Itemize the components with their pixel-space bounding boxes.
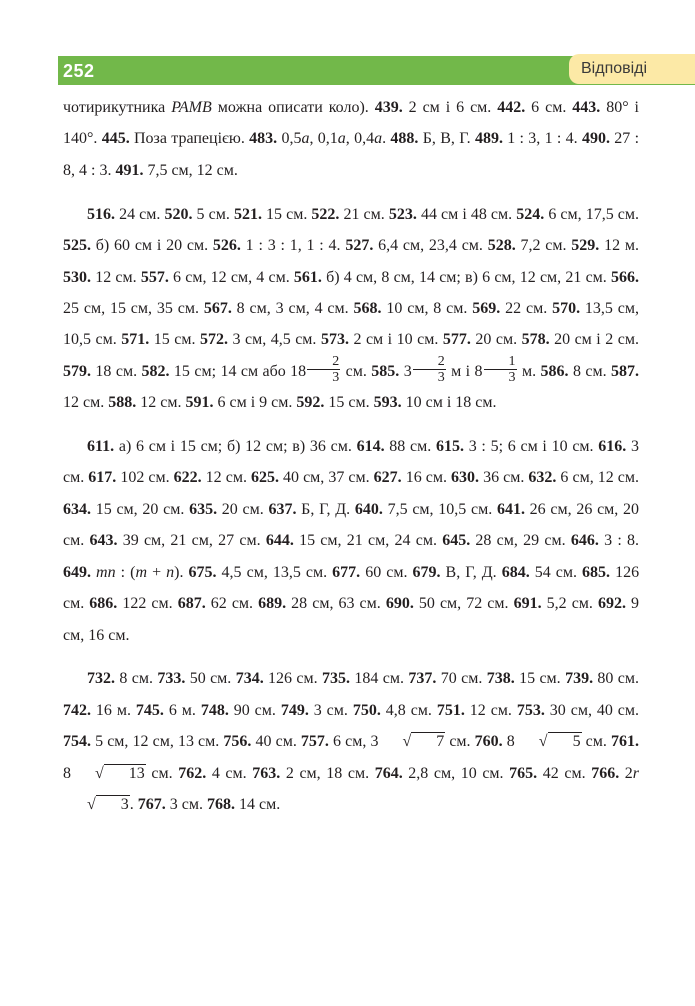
problem-number: 734. [235,670,264,688]
problem-number: 643. [89,532,118,550]
answer-text: 15 см; 14 см або 18 [169,362,307,380]
math-variable: n [166,563,175,581]
problem-number: 611. [87,438,115,456]
problem-number: 692. [597,595,626,613]
problem-number: 641. [496,500,525,518]
answer-text: 7,2 см. [515,237,572,255]
answer-text: 6 см, 12 см. [556,469,640,487]
answer-text: 6 м. [163,701,201,719]
answer-text: 7,5 см, 12 см. [143,161,238,179]
answer-text: б) 4 см, 8 см, 14 см; в) 6 см, 12 см, 21 см. [321,268,612,286]
answer-text: : ( [115,563,136,581]
problem-number: 634. [63,500,91,518]
answer-text: 6 см, 3 [328,733,379,751]
answer-text: 13,5 см, 10,5 см. [63,299,640,349]
answer-text: 102 см. [116,469,174,487]
fraction-numerator: 1 [484,354,517,370]
answer-text: 12 м. [599,237,639,255]
problem-number: 686. [89,595,118,613]
answer-text: 3 см, 4,5 см. [227,331,321,349]
answer-text: 88 см. [384,438,436,456]
answer-text: 7,5 см, 10,5 см. [382,500,497,518]
answer-text: 28 см, 63 см. [286,595,386,613]
problem-number: 749. [280,701,309,719]
answer-text: 6 см і 9 см. [213,394,297,412]
answer-text: 12 см. [63,394,109,412]
answer-text: 8 см, 3 см, 4 см. [231,299,354,317]
answer-text: 54 см. [529,563,583,581]
problem-number: 593. [373,394,402,412]
answer-text: 126 см. [63,563,640,613]
problem-number: 577. [442,331,471,349]
fraction-denominator: 3 [332,369,340,385]
answer-text: 12 см. [464,701,517,719]
answer-text: 70 см. [436,670,487,688]
fraction-numerator: 2 [413,354,446,370]
page-number: 252 [63,61,95,81]
problem-number: 569. [472,299,501,317]
answer-text: 2 см і 6 см. [402,99,498,116]
problem-number: 763. [252,764,281,782]
answer-text: Б, Г, Д. [296,500,355,518]
problem-number: 762. [178,764,207,782]
radical-sign-icon: √ [87,796,96,814]
answer-text: 14 см. [235,796,281,814]
problem-number: 439. [374,99,403,116]
answer-paragraph [63,431,639,651]
answer-text: 8 см. [115,670,158,688]
fraction [484,354,517,385]
math-variable: PAMB [171,99,212,116]
answer-text: 2 [619,764,633,782]
problem-number: 677. [332,563,361,581]
answer-text: 15 см. [261,205,312,223]
problem-number: 764. [374,764,403,782]
answer-text: 6 см, 12 см, 4 см. [168,268,294,286]
answer-text: 20 см. [470,331,522,349]
problem-number: 568. [353,299,382,317]
answer-text: 2,8 см, 10 см. [402,764,510,782]
problem-number: 691. [513,595,542,613]
problem-number: 571. [121,331,150,349]
problem-number: 761. [611,733,639,751]
answer-text: м і 8 [446,362,483,380]
square-root [378,733,445,750]
answer-text: 16 см. [401,469,452,487]
problem-number: 742. [63,701,91,719]
problem-number: 690. [385,595,414,613]
radical-sign-icon: √ [402,733,412,751]
problem-number: 754. [63,733,91,751]
answer-paragraph [63,663,639,820]
answer-text: 8 [63,764,71,782]
section-tab: Відповіді [569,54,695,84]
problem-number: 585. [371,362,400,380]
problem-number: 528. [487,237,516,255]
fraction-denominator: 3 [508,369,516,385]
math-variable: a [301,130,310,148]
answer-text: м. [517,362,541,380]
problem-number: 442. [497,99,526,116]
answer-text: 0,5 [277,130,302,148]
answer-text: 27 : 8, 4 : 3. [63,130,640,179]
problem-number: 530. [63,268,91,286]
problem-number: 614. [356,438,385,456]
answer-text: можна описати коло). [211,99,375,116]
problem-number: 524. [516,205,545,223]
problem-number: 625. [251,469,279,487]
problem-number: 578. [521,331,550,349]
answer-text: 5 см. [192,205,234,223]
problem-number: 522. [311,205,340,223]
answer-text: 28 см, 29 см. [470,532,571,550]
answer-text: 4 см. [206,764,253,782]
answer-text: 90 см. [228,701,281,719]
answer-text: см. [145,764,179,782]
answer-text: 15 см, 20 см. [91,500,190,518]
answer-text: 39 см, 21 см, 27 см. [117,532,266,550]
answer-paragraph [63,199,639,419]
answer-text: 5,2 см. [541,595,598,613]
answer-text: 44 см і 48 см. [416,205,517,223]
answer-text: см. [341,362,372,380]
answer-text: 126 см. [263,670,323,688]
problem-number: 445. [101,130,130,148]
problem-number: 687. [177,595,206,613]
problem-number: 526. [212,237,241,255]
problem-number: 689. [258,595,287,613]
problem-number: 630. [451,469,480,487]
answer-text: Б, В, Г. [418,130,475,148]
problem-number: 622. [173,469,202,487]
answer-text: 20 см. [217,500,269,518]
answer-text: 184 см. [350,670,409,688]
answer-paragraph [63,92,639,186]
answer-text: 26 см, 26 см, 20 см. [63,500,640,550]
answer-text: 6,4 см, 23,4 см. [373,237,488,255]
problem-number: 582. [141,362,170,380]
problem-number: 732. [87,670,115,688]
answer-text: 15 см, 21 см, 24 см. [293,532,443,550]
problem-number: 675. [188,563,217,581]
answer-text: 16 м. [91,701,136,719]
answer-text: 12 см. [201,469,251,487]
problem-number: 489. [474,130,503,148]
problem-number: 490. [581,130,610,148]
answer-text: 2 см і 10 см. [348,331,443,349]
answer-text: 15 см. [324,394,374,412]
answer-text: 21 см. [339,205,389,223]
problem-number: 572. [199,331,228,349]
answer-text: 2 см, 18 см. [280,764,375,782]
answer-text: 3 см. [165,796,208,814]
answer-text: 3 : 5; 6 см і 10 см. [463,438,599,456]
problem-number: 573. [320,331,349,349]
answer-text: 8 см. [568,362,612,380]
problem-number: 760. [474,733,503,751]
answer-text: 6 см, 17,5 см. [544,205,640,223]
problem-number: 615. [435,438,464,456]
fraction [413,354,446,385]
answer-text: 40 см, 37 см. [279,469,374,487]
answer-text: 122 см. [117,595,178,613]
problem-number: 579. [63,362,91,380]
problem-number: 488. [390,130,419,148]
radicand: 5 [548,732,582,751]
square-root [515,733,582,750]
answer-text: 62 см. [205,595,259,613]
problem-number: 587. [611,362,640,380]
problem-number: 586. [540,362,569,380]
problem-number: 617. [88,469,117,487]
answer-text: 36 см. [479,469,529,487]
answer-text: 9 см, 16 см. [63,595,640,644]
answer-text: 12 см. [136,394,186,412]
problem-number: 739. [565,670,594,688]
problem-number: 766. [591,764,620,782]
problem-number: 757. [300,733,329,751]
answer-text: 1 : 3, 1 : 4. [502,130,582,148]
problem-number: 557. [140,268,169,286]
answer-text: 3 [399,362,412,380]
answer-text: 3 см. [63,438,640,487]
answer-text: 18 см. [91,362,142,380]
answer-text: а) 6 см і 15 см; б) 12 см; в) 36 см. [114,438,357,456]
problem-number: 527. [345,237,374,255]
answer-text: см. [445,733,475,751]
problem-number: 483. [249,130,278,148]
answer-text: + [147,563,167,581]
square-root [71,765,146,782]
answer-text: 4,8 см. [380,701,437,719]
problem-number: 640. [354,500,383,518]
answer-text: 50 см. [185,670,236,688]
radicand: 7 [411,732,445,751]
problem-number: 765. [509,764,538,782]
fraction-denominator: 3 [437,369,445,385]
problem-number: 591. [185,394,214,412]
answer-text: 30 см, 40 см. [544,701,640,719]
problem-number: 751. [436,701,465,719]
problem-number: 635. [189,500,218,518]
answers-text [63,92,639,833]
answer-text: 12 см. [91,268,141,286]
math-variable: m [135,563,148,581]
answer-text: 42 см. [537,764,592,782]
answer-text: , 0,1 [309,130,338,148]
problem-number: 627. [373,469,402,487]
answer-text: 15 см. [149,331,200,349]
answer-text: В, Г, Д. [440,563,502,581]
problem-number: 566. [611,268,640,286]
answer-text: 10 см, 8 см. [381,299,473,317]
answer-text: 8 [502,733,515,751]
problem-number: 756. [223,733,252,751]
fraction [307,354,340,385]
answer-text: . [129,796,138,814]
problem-number: 748. [200,701,229,719]
problem-number: 525. [63,237,91,255]
problem-number: 521. [233,205,262,223]
answer-text: 25 см, 15 см, 35 см. [63,299,204,317]
answer-text: . [382,130,391,148]
answer-text: 10 см і 18 см. [401,394,497,412]
problem-number: 644. [265,532,294,550]
answer-text: 24 см. [115,205,165,223]
radical-sign-icon: √ [538,733,548,751]
math-variable: mn [96,563,116,581]
radical-sign-icon: √ [95,764,104,782]
problem-number: 592. [296,394,325,412]
answer-text: 6 см. [525,99,573,116]
problem-number: 738. [486,670,515,688]
radicand: 13 [104,764,146,783]
problem-number: 523. [388,205,417,223]
answer-text: 15 см. [514,670,566,688]
square-root [63,796,130,813]
problem-number: 616. [598,438,627,456]
problem-number: 561. [293,268,322,286]
answer-text: 3 : 8. [598,532,640,550]
answer-text: 5 см, 12 см, 13 см. [91,733,224,751]
math-variable: a [374,130,383,148]
answer-text: 22 см. [500,299,553,317]
problem-number: 750. [352,701,381,719]
answer-text: 60 см. [360,563,413,581]
answer-text: 50 см, 72 см. [413,595,514,613]
problem-number: 570. [552,299,581,317]
problem-number: 567. [203,299,232,317]
problem-number: 637. [268,500,297,518]
radicand: 3 [96,795,130,814]
answer-text: 1 : 3 : 1, 1 : 4. [240,237,346,255]
answer-text: , 0,4 [345,130,375,148]
math-variable: r [632,764,640,782]
answer-text: см. [581,733,611,751]
problem-number: 529. [571,237,600,255]
problem-number: 684. [501,563,530,581]
problem-number: 645. [442,532,471,550]
problem-number: 733. [157,670,186,688]
answer-text: б) 60 см і 20 см. [91,237,213,255]
answer-text: 3 см. [308,701,353,719]
problem-number: 737. [408,670,437,688]
answer-text: Поза трапецією. [129,130,250,148]
answer-text: ). [174,563,189,581]
problem-number: 443. [572,99,601,116]
problem-number: 679. [412,563,441,581]
answer-text: 80 см. [593,670,640,688]
problem-number: 516. [87,205,115,223]
problem-number: 588. [108,394,137,412]
math-variable: a [337,130,346,148]
problem-number: 768. [207,796,236,814]
problem-number: 632. [528,469,557,487]
answer-text: 40 см. [251,733,301,751]
problem-number: 767. [137,796,166,814]
answer-text: 20 см і 2 см. [549,331,639,349]
problem-number: 735. [322,670,351,688]
answer-text: 4,5 см, 13,5 см. [216,563,333,581]
problem-number: 753. [516,701,545,719]
problem-number: 745. [135,701,164,719]
problem-number: 491. [115,161,144,179]
problem-number: 685. [582,563,611,581]
problem-number: 649. [63,563,91,581]
problem-number: 520. [164,205,193,223]
answer-text: чотирикутника [63,99,172,116]
problem-number: 646. [570,532,599,550]
answer-text: 80° і 140°. [63,99,639,148]
fraction-numerator: 2 [307,354,340,370]
